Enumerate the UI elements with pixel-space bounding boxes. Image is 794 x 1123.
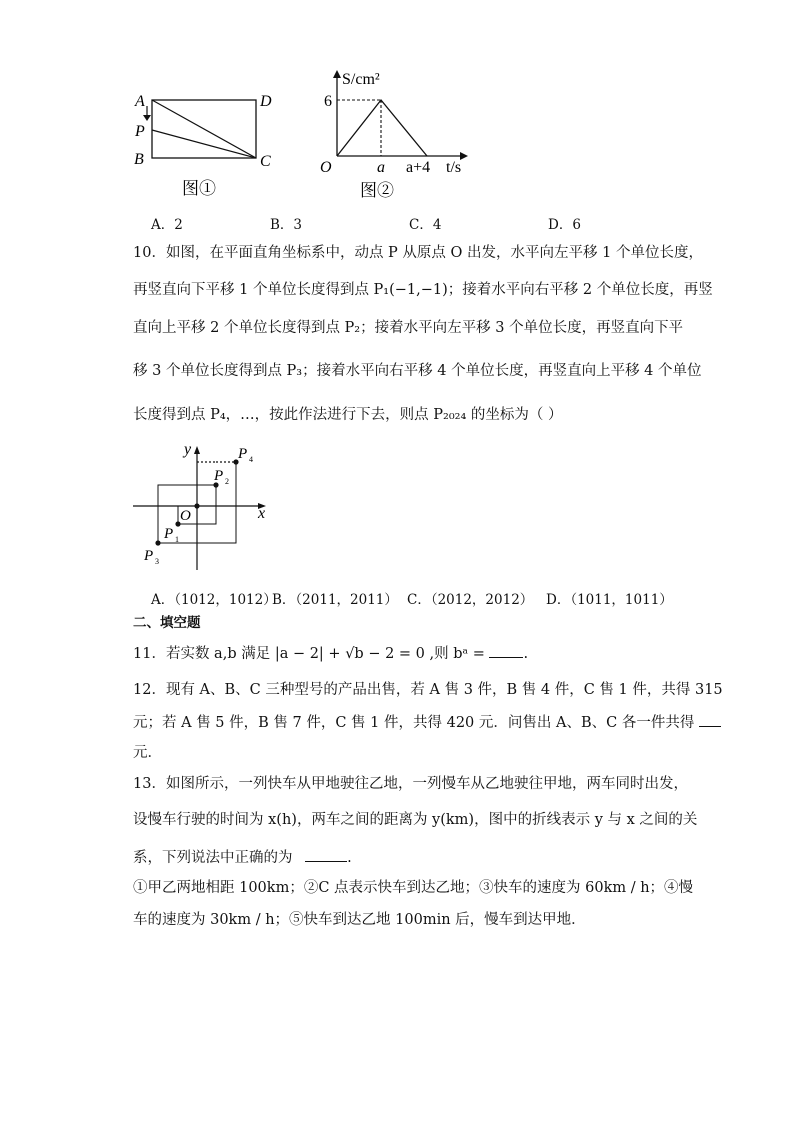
point-P1-label: P: [164, 526, 174, 542]
x-axis-label: t/s: [446, 159, 462, 176]
q9-option-d: D．6: [548, 217, 581, 233]
point-P1-sub: 1: [175, 535, 179, 544]
q10-option-b: B．（2011，2011）: [272, 592, 398, 608]
figure2-caption: 图②: [360, 181, 394, 200]
origin-O-label: O: [180, 508, 191, 524]
point-P4-label: P: [238, 446, 248, 462]
x-tick-a: a: [377, 159, 385, 176]
point-P4-sub: 4: [249, 455, 253, 464]
q13-line-4: ①甲乙两地相距 100km；②C 点表示快车到达乙地；③快车的速度为 60km / h；④慢: [133, 880, 694, 896]
q13-line-3: 系，下列说法中正确的为: [133, 850, 293, 866]
q10-line-4: 移 3 个单位长度得到点 P₃；接着水平向右平移 4 个单位长度，再竖直向上平移 4 个单位: [133, 363, 702, 379]
y-tick-6: 6: [324, 93, 332, 110]
q9-option-b: B．3: [270, 217, 303, 233]
q10-option-a: A．（1012，1012）: [151, 592, 277, 608]
q12-line-1: 12．现有 A、B、C 三种型号的产品出售，若 A 售 3 件，B 售 4 件，C 售 1 件，共得 315: [133, 682, 723, 698]
figure-rectangle: [128, 88, 288, 200]
label-C: C: [260, 153, 271, 170]
q10-line-5: 长度得到点 P₄，…，按此作法进行下去，则点 P₂₀₂₄ 的坐标为（ ）: [133, 407, 563, 423]
origin-label: O: [320, 159, 332, 176]
q13-line-1: 13．如图所示，一列快车从甲地驶往乙地，一列慢车从乙地驶往甲地，两车同时出发，: [133, 776, 688, 792]
point-P3-label: P: [144, 548, 154, 564]
q13-line-3-tail: .: [347, 850, 352, 866]
q12-line-2: 元；若 A 售 5 件，B 售 7 件，C 售 1 件，共得 420 元．问售出 A、B、C 各一件共得: [133, 715, 695, 731]
q11-answer-blank[interactable]: [489, 643, 523, 658]
q13-line-2: 设慢车行驶的时间为 x(h)，两车之间的距离为 y(km)，图中的折线表示 y 与 x 之间的关: [133, 812, 698, 828]
figure1-caption: 图①: [182, 179, 216, 198]
point-P2-label: P: [214, 468, 224, 484]
q12-line-2-wrap: [133, 712, 721, 733]
q13-answer-blank[interactable]: [305, 847, 347, 862]
figure-graph: [316, 66, 476, 202]
label-A: A: [135, 93, 145, 110]
q9-option-a: A．2: [151, 217, 183, 233]
section-heading: 二、填空题: [133, 615, 201, 631]
q9-option-c: C．4: [409, 217, 442, 233]
label-B: B: [134, 151, 144, 168]
q11-line: [133, 643, 528, 664]
q13-line-5: 车的速度为 30km / h；⑤快车到达乙地 100min 后，慢车到达甲地．: [133, 912, 586, 928]
point-P3-sub: 3: [155, 557, 159, 566]
figure-coordinate-spiral: [130, 438, 280, 572]
q12-line-3: 元．: [133, 745, 162, 761]
point-P2-sub: 2: [225, 477, 229, 486]
y-axis-label: S/cm²: [342, 71, 380, 88]
q10-line-2: 再竖直向下平移 1 个单位长度得到点 P₁(−1,−1)；接着水平向右平移 2 个单位长度，再竖: [133, 282, 713, 298]
q10-line-1: 10．如图，在平面直角坐标系中，动点 P 从原点 O 出发，水平向左平移 1 个单位长度，: [133, 245, 703, 261]
label-P: P: [135, 123, 145, 140]
q11-text: 11．若实数 a,b 满足 |a − 2| + √b − 2 = 0 ,则 bᵃ =: [133, 646, 485, 662]
q10-option-c: C．（2012，2012）: [407, 592, 534, 608]
q10-option-d: D．（1011，1011）: [546, 592, 673, 608]
q11-tail: .: [523, 646, 529, 662]
x-tick-a4: a+4: [406, 159, 431, 176]
axis-x-label: x: [258, 505, 266, 522]
label-D: D: [260, 93, 272, 110]
q10-line-3: 直向上平移 2 个单位长度得到点 P₂；接着水平向左平移 3 个单位长度，再竖直向下平: [133, 320, 684, 336]
q12-answer-blank[interactable]: [699, 712, 721, 727]
axis-y-label: y: [184, 441, 192, 458]
q13-line-3-wrap: [133, 847, 352, 868]
